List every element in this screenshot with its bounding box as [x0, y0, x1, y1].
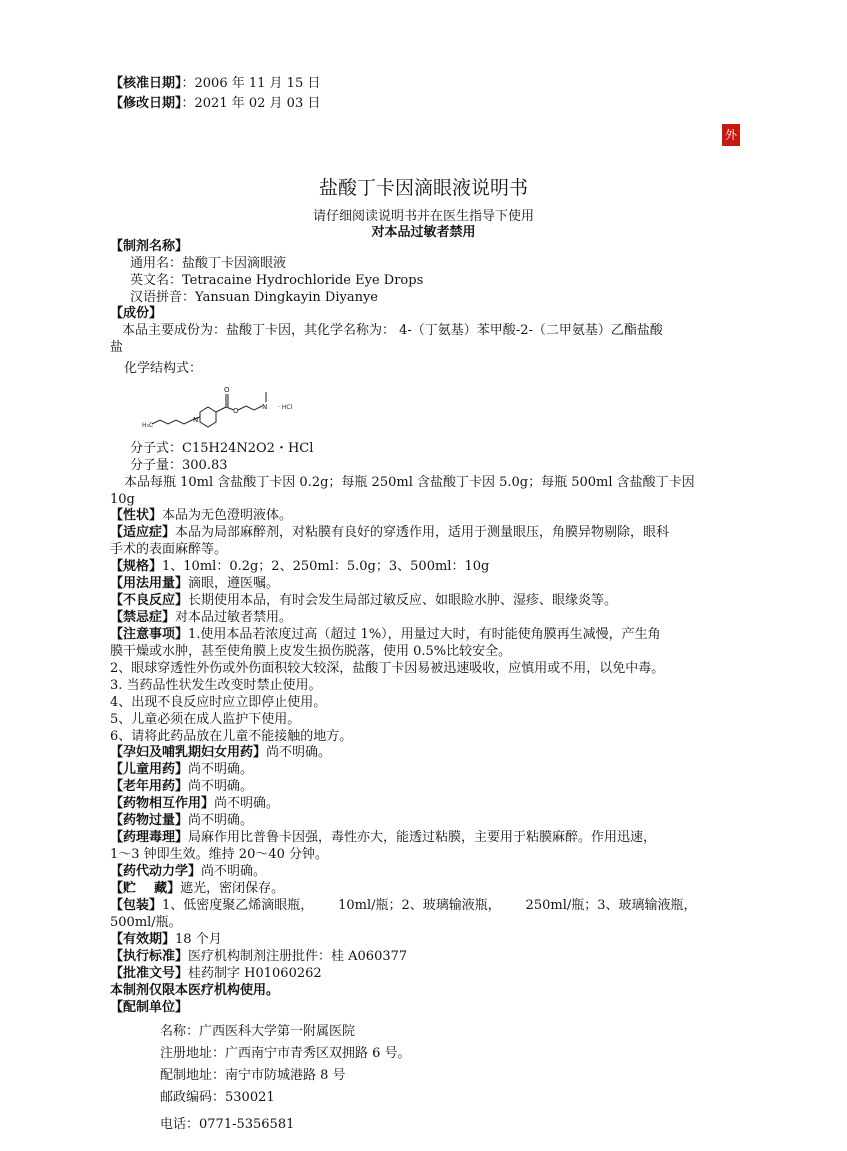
interaction-label: 【药物相互作用】: [110, 796, 215, 811]
structure-hcl-label: · HCl: [278, 404, 293, 411]
section-spec: [110, 558, 489, 575]
standard-label: 【执行标准】: [110, 949, 189, 964]
storage-text: 遮光，密闭保存。: [180, 881, 285, 896]
property-label: 【性状】: [110, 508, 163, 523]
indication-text-2: 手术的表面麻醉等。: [110, 542, 228, 557]
approval-date-label: 【核准日期】: [110, 76, 182, 91]
pharmacology-text-1: 局麻作用比普鲁卡因强，毒性亦大，能透过粘膜，主要用于粘膜麻醉。作用迅速，: [188, 830, 657, 845]
section-adverse: [110, 592, 617, 609]
section-indication: [110, 524, 669, 541]
validity-text: 18 个月: [175, 932, 222, 947]
section-contraindication: [110, 609, 292, 626]
property-text: 本品为无色澄明液体。: [162, 508, 293, 523]
usage-text: 滴眼，遵医嘱。: [188, 576, 280, 591]
adverse-text: 长期使用本品，有时会发生局部过敏反应、如眼睑水肿、湿疹、眼缘炎等。: [188, 593, 618, 608]
restriction-notice: 本制剂仅限本医疗机构使用。: [110, 983, 280, 998]
package-label: 【包装】: [110, 898, 163, 913]
section-package: [110, 897, 697, 914]
caution-label: 【注意事项】: [110, 627, 189, 642]
document-title: 盐酸丁卡因滴眼液说明书: [318, 177, 528, 199]
structure-dimethylamine-label: N: [262, 403, 268, 411]
section-pharmacokinetics: [110, 863, 266, 880]
caution-item-4: 4、出现不良反应时应立即停止使用。: [110, 695, 327, 710]
section-interaction: [110, 795, 279, 812]
section-pharmacology: [110, 829, 656, 846]
pharmacology-label: 【药理毒理】: [110, 830, 189, 845]
spec-text: 1、10ml：0.2g；2、250ml：5.0g；3、500ml：10g: [162, 559, 490, 574]
composition-line-1: 本品主要成份为：盐酸丁卡因，其化学名称为： 4-（丁氨基）苯甲酸-2-（二甲氨基）乙酯盐酸: [122, 323, 663, 338]
content-line-2: 10g: [110, 492, 135, 507]
standard-text: 医疗机构制剂注册批件：桂 A060377: [188, 949, 408, 964]
manufacturer-phone: 电话：0771-5356581: [160, 1117, 295, 1132]
structure-label: 化学结构式：: [124, 361, 203, 376]
elderly-text: 尚不明确。: [188, 779, 254, 794]
section-maker-label: 【配制单位】: [110, 1000, 189, 1015]
english-name: 英文名：Tetracaine Hydrochloride Eye Drops: [130, 273, 424, 288]
section-property: [110, 507, 292, 524]
section-usage: [110, 575, 279, 592]
approval-date-line: [110, 72, 320, 91]
molecular-weight: 分子量：300.83: [130, 458, 228, 473]
section-composition-label: 【成份】: [110, 306, 163, 321]
composition-line-2: 盐: [110, 340, 124, 355]
section-standard: [110, 948, 407, 965]
caution-item-6: 6、请将此药品放在儿童不能接触的地方。: [110, 729, 353, 744]
storage-label: 【贮 藏】: [110, 881, 181, 896]
section-overdose: [110, 812, 253, 829]
manufacturer-prep-address: 配制地址：南宁市防城港路 8 号: [160, 1068, 346, 1083]
children-text: 尚不明确。: [188, 762, 254, 777]
subtitle-instructions: 请仔细阅读说明书并在医生指导下使用: [312, 209, 534, 224]
section-storage: [110, 880, 284, 897]
section-approval: [110, 965, 322, 982]
usage-label: 【用法用量】: [110, 576, 189, 591]
manufacturer-postcode: 邮政编码：530021: [160, 1090, 275, 1105]
package-text-1: 1、低密度聚乙烯滴眼瓶， 10ml/瓶；2、玻璃输液瓶， 250ml/瓶；3、玻璃输液瓶，: [162, 898, 697, 913]
adverse-label: 【不良反应】: [110, 593, 189, 608]
validity-label: 【有效期】: [110, 932, 176, 947]
common-name: 通用名：盐酸丁卡因滴眼液: [130, 256, 287, 271]
section-caution: [110, 626, 661, 643]
contra-text: 对本品过敏者禁用。: [175, 610, 293, 625]
external-use-stamp: 外: [722, 124, 740, 146]
structure-amine-label: H₃C: [142, 422, 154, 429]
section-children: [110, 761, 253, 778]
section-pregnancy: [110, 744, 331, 761]
overdose-text: 尚不明确。: [188, 813, 254, 828]
pregnancy-text: 尚不明确。: [266, 745, 332, 760]
package-text-2: 500ml/瓶。: [110, 915, 182, 930]
spec-label: 【规格】: [110, 559, 163, 574]
caution-item-3: 3. 当药品性状发生改变时禁止使用。: [110, 678, 322, 693]
revision-date-line: [110, 92, 320, 111]
pk-label: 【药代动力学】: [110, 864, 202, 879]
pinyin-name: 汉语拼音：Yansuan Dingkayin Diyanye: [130, 290, 378, 305]
chemical-structure-diagram: [138, 382, 308, 434]
caution-text-1: 1.使用本品若浓度过高（超过 1%），用量过大时，有时能使角膜再生减慢，产生角: [188, 627, 661, 642]
contra-label: 【禁忌症】: [110, 610, 176, 625]
manufacturer-reg-address: 注册地址：广西南宁市青秀区双拥路 6 号。: [160, 1046, 411, 1061]
approval-text: 桂药制字 H01060262: [188, 966, 322, 981]
section-name-label: 【制剂名称】: [110, 239, 189, 254]
caution-text-2: 膜干燥或水肿，甚至使角膜上皮发生损伤脱落，使用 0.5%比较安全。: [110, 644, 512, 659]
approval-label: 【批准文号】: [110, 966, 189, 981]
manufacturer-name: 名称：广西医科大学第一附属医院: [160, 1024, 356, 1039]
pregnancy-label: 【孕妇及哺乳期妇女用药】: [110, 745, 267, 760]
content-line-1: 本品每瓶 10ml 含盐酸丁卡因 0.2g；每瓶 250ml 含盐酸丁卡因 5.0g；每瓶 500ml 含盐酸丁卡因: [124, 475, 695, 490]
indication-label: 【适应症】: [110, 525, 176, 540]
overdose-label: 【药物过量】: [110, 813, 189, 828]
caution-item-2: 2、眼球穿透性外伤或外伤面积较大较深，盐酸丁卡因易被迅速吸收，应慎用或不用，以免中毒。: [110, 661, 665, 676]
structure-carbonyl-o-label: O: [224, 386, 230, 394]
subtitle-allergy-warning: 对本品过敏者禁用: [371, 225, 476, 240]
revision-date-value: ：2021 年 02 月 03 日: [181, 96, 321, 111]
pharmacology-text-2: 1～3 钟即生效。维持 20～40 分钟。: [110, 847, 329, 862]
approval-date-value: ：2006 年 11 月 15 日: [181, 76, 321, 91]
children-label: 【儿童用药】: [110, 762, 189, 777]
caution-item-5: 5、儿童必须在成人监护下使用。: [110, 712, 301, 727]
interaction-text: 尚不明确。: [214, 796, 280, 811]
pk-text: 尚不明确。: [201, 864, 267, 879]
structure-nh-label: N: [193, 416, 199, 424]
section-validity: [110, 931, 222, 948]
structure-ester-o-label: O: [233, 407, 239, 415]
revision-date-label: 【修改日期】: [110, 96, 182, 111]
section-elderly: [110, 778, 253, 795]
indication-text-1: 本品为局部麻醉剂，对粘膜有良好的穿透作用，适用于测量眼压，角膜异物剔除，眼科: [175, 525, 670, 540]
elderly-label: 【老年用药】: [110, 779, 189, 794]
molecular-formula: 分子式：C15H24N2O2・HCl: [130, 441, 314, 456]
